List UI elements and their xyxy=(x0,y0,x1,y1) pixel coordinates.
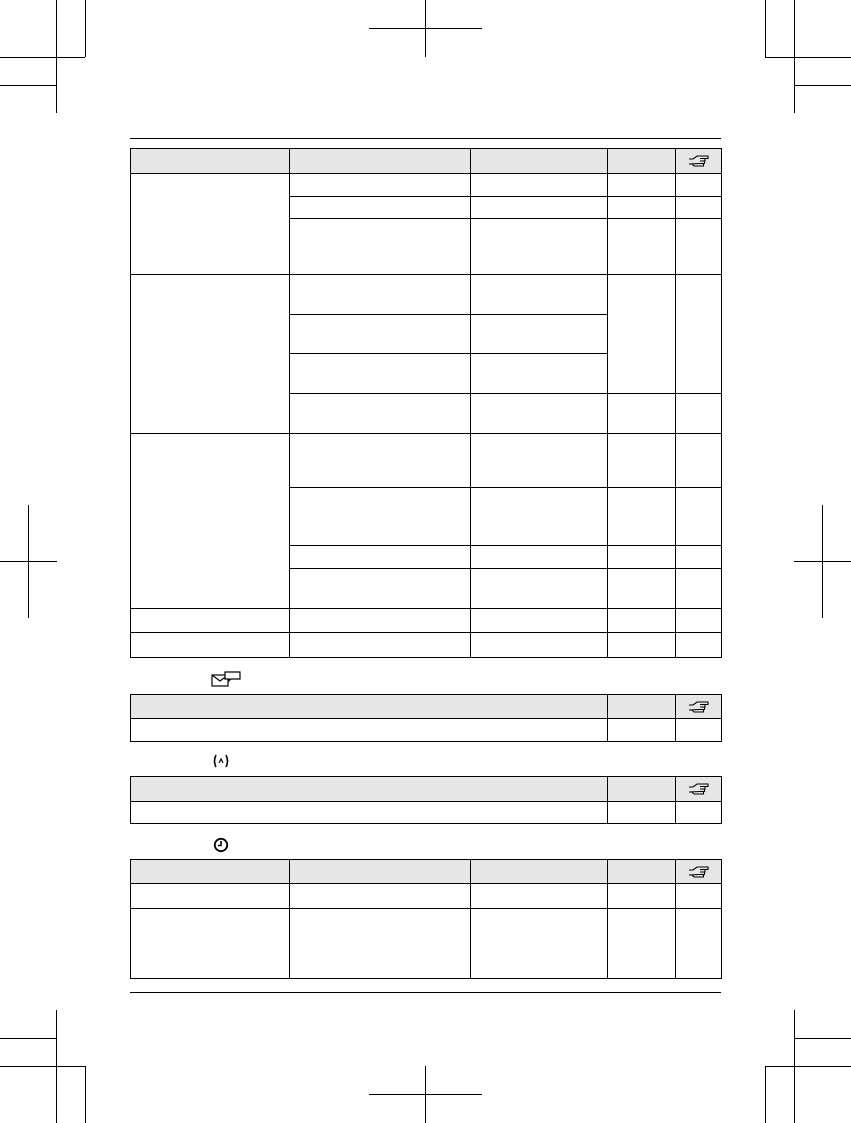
envelope-icon xyxy=(211,671,241,687)
voice-signal-icon xyxy=(212,753,230,769)
crop-mark xyxy=(0,1066,85,1067)
top-rule xyxy=(130,138,721,139)
crop-mark xyxy=(765,1066,851,1067)
crop-mark xyxy=(765,0,766,57)
table-row xyxy=(131,719,722,742)
registration-mark xyxy=(0,561,57,562)
crop-mark xyxy=(0,85,56,86)
table-row xyxy=(131,434,722,488)
table-header-row xyxy=(131,860,722,884)
crop-mark xyxy=(0,1038,56,1039)
table-row xyxy=(131,609,722,633)
menu-group-cell xyxy=(131,275,290,434)
registration-mark xyxy=(425,1066,426,1123)
table-row xyxy=(131,909,722,979)
bottom-rule xyxy=(130,992,721,993)
pointer-column-header xyxy=(676,777,722,802)
crop-mark xyxy=(85,0,86,57)
crop-mark xyxy=(794,1038,851,1039)
crop-mark xyxy=(85,1066,86,1123)
pointing-hand-icon xyxy=(688,154,710,168)
menu-table-messages xyxy=(130,694,722,742)
menu-group-cell xyxy=(131,434,290,609)
table-row xyxy=(131,174,722,197)
crop-mark xyxy=(765,57,851,58)
menu-table-main xyxy=(130,148,722,658)
table-row xyxy=(131,275,722,315)
table-row xyxy=(131,633,722,658)
registration-mark xyxy=(425,0,426,57)
menu-table-voice xyxy=(130,776,722,824)
table-header-row xyxy=(131,695,722,719)
crop-mark xyxy=(794,85,851,86)
crop-mark xyxy=(765,1066,766,1123)
pointing-hand-icon xyxy=(688,865,710,879)
registration-mark xyxy=(794,561,851,562)
table-row xyxy=(131,802,722,824)
pointing-hand-icon xyxy=(688,782,710,796)
pointing-hand-icon xyxy=(688,700,710,714)
table-header-row xyxy=(131,777,722,802)
menu-group-cell xyxy=(131,174,290,275)
table-row xyxy=(131,884,722,909)
menu-table-time xyxy=(130,859,722,979)
table-header-row xyxy=(131,149,722,174)
clock-icon xyxy=(213,837,229,853)
crop-mark xyxy=(0,57,85,58)
pointer-column-header xyxy=(676,149,722,174)
pointer-column-header xyxy=(676,860,722,884)
pointer-column-header xyxy=(676,695,722,719)
